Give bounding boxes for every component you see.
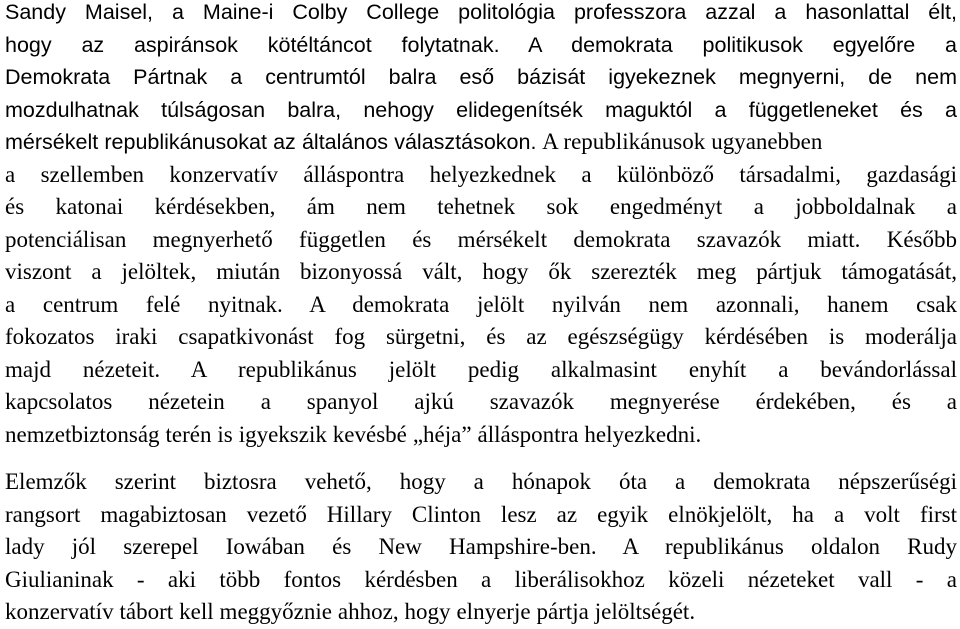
- paragraph-1: [5, 0, 957, 451]
- text-line: hogy az aspiránsok kötéltáncot folytatnak. A demokrata politikusok egyelőre a: [5, 32, 957, 57]
- text-line: nemzetbiztonság terén is igyekszik kevésbé „héja” álláspontra helyezkedni.: [5, 421, 702, 447]
- text-line: fokozatos iraki csapatkivonást fog sürgetni, és az egészségügy kérdésében is moderálja: [5, 324, 957, 349]
- text-line: rangsort magabiztosan vezető Hillary Clinton lesz az egyik elnökjelölt, ha a volt first: [5, 501, 957, 527]
- document-page: [5, 0, 957, 628]
- text-line: konzervatív tábort kell meggyőznie ahhoz, hogy elnyerje pártja jelöltségét.: [5, 599, 696, 624]
- text-run-serif: A republikánusok ugyanebben: [542, 129, 823, 154]
- text-line: és katonai kérdésekben, ám nem tehetnek sok engedményt a jobboldalnak a: [5, 194, 957, 219]
- text-line: majd nézeteit. A republikánus jelölt pedig alkalmasint enyhít a bevándorlással: [5, 356, 957, 382]
- text-line: a szellemben konzervatív álláspontra helyezkednek a különböző társadalmi, gazdasági: [5, 161, 957, 187]
- text-line: a centrum felé nyitnak. A demokrata jelölt nyilván nem azonnali, hanem csak: [5, 291, 957, 317]
- text-line: potenciálisan megnyerhető független és mérsékelt demokrata szavazók miatt. Később: [5, 226, 957, 252]
- text-line: kapcsolatos nézetein a spanyol ajkú szavazók megnyerése érdekében, és a: [5, 389, 957, 414]
- text-line: Giulianinak - aki több fontos kérdésben a liberálisokhoz közeli nézeteket vall - a: [5, 566, 957, 592]
- text-line: lady jól szerepel Iowában és New Hampshire-ben. A republikánus oldalon Rudy: [5, 534, 957, 559]
- text-line: Sandy Maisel, a Maine-i Colby College politológia professzora azzal a hasonlattal élt,: [5, 0, 957, 24]
- text-line: Demokrata Pártnak a centrumtól balra eső bázisát igyekeznek megnyerni, de nem: [5, 65, 957, 89]
- text-line: mozdulhatnak túlságosan balra, nehogy elidegenítsék maguktól a függetleneket és a: [5, 97, 957, 122]
- paragraph-2: [5, 466, 957, 629]
- text-run-sans: mérsékelt republikánusokat az általános választásokon.: [5, 130, 537, 154]
- text-line: Elemzők szerint biztosra vehető, hogy a hónapok óta a demokrata népszerűségi: [5, 469, 957, 494]
- text-line-mixed: [5, 126, 957, 159]
- text-line: viszont a jelöltek, miután bizonyossá vált, hogy ők szerezték meg pártjuk támogatását,: [5, 259, 957, 284]
